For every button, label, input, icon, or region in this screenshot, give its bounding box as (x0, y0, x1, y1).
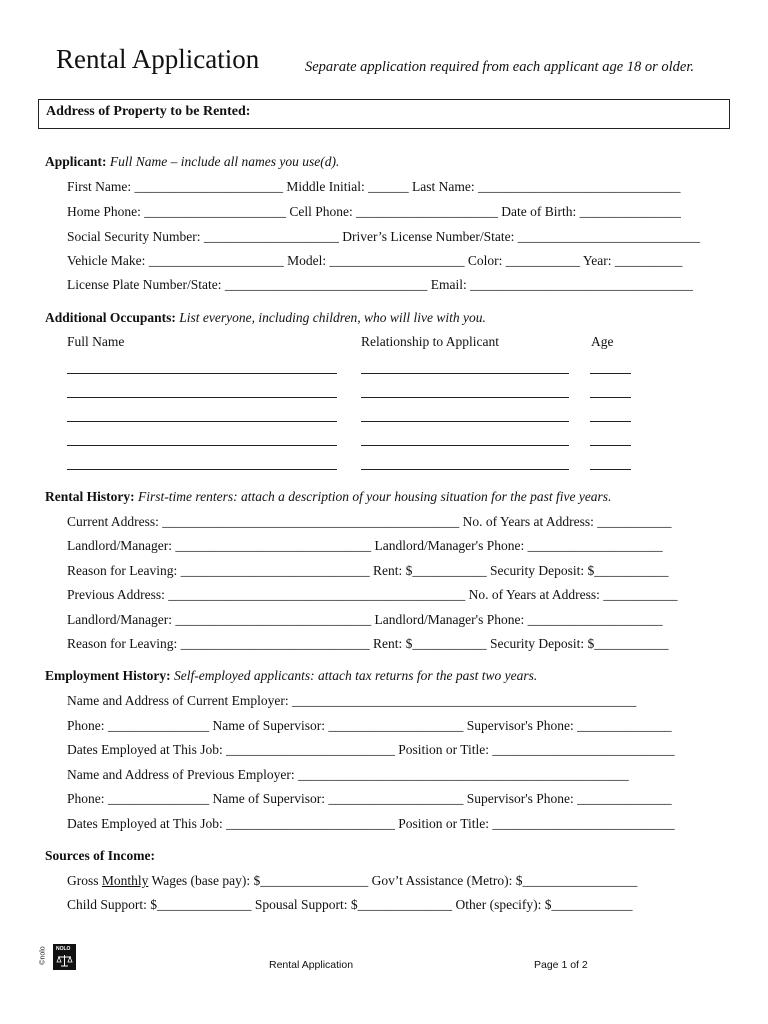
applicant-note: Full Name – include all names you use(d). (109, 154, 340, 169)
rental-row-landlord[interactable]: Landlord/Manager: _____________________________ Landlord/Manager's Phone: ____________________ (67, 538, 663, 553)
rental-row-current-address[interactable]: Current Address: ____________________________________________ No. of Years at Address: ___________ (67, 514, 672, 529)
footer-title: Rental Application (269, 959, 354, 971)
property-address-label: Address of Property to be Rented: (46, 104, 251, 119)
occupant-name-line[interactable] (67, 445, 337, 446)
occupant-name-line[interactable] (67, 421, 337, 422)
nolo-badge-text: NOLO (56, 946, 71, 952)
occupant-age-line[interactable] (590, 397, 631, 398)
footer-page-number: Page 1 of 2 (534, 959, 588, 971)
occupants-col-age: Age (591, 334, 614, 349)
occupant-relationship-line[interactable] (361, 421, 569, 422)
occupant-age-line[interactable] (590, 373, 631, 374)
applicant-heading-label: Applicant: (45, 154, 107, 169)
applicant-heading (45, 154, 339, 170)
occupants-heading (45, 310, 486, 326)
occupants-heading-label: Additional Occupants: (45, 310, 176, 325)
employment-row-dates-previous[interactable]: Dates Employed at This Job: _________________________ Position or Title: ___________________________ (67, 816, 675, 831)
employment-note: Self-employed applicants: attach tax returns for the past two years. (174, 668, 538, 683)
applicant-row-phone[interactable]: Home Phone: _____________________ Cell Phone: _____________________ Date of Birth: _______________ (67, 204, 681, 219)
occupant-age-line[interactable] (590, 469, 631, 470)
occupant-age-line[interactable] (590, 421, 631, 422)
income-row-wages[interactable] (67, 873, 637, 889)
nolo-copyright: ©nolo (39, 946, 47, 965)
rental-note: First-time renters: attach a description of your housing situation for the past five years. (137, 489, 612, 504)
occupant-age-line[interactable] (590, 445, 631, 446)
applicant-row-vehicle[interactable]: Vehicle Make: ____________________ Model: ____________________ Color: ___________ Year: __________ (67, 253, 683, 268)
scales-icon (56, 954, 73, 967)
rental-heading-label: Rental History: (45, 489, 135, 504)
occupants-col-name: Full Name (67, 334, 125, 349)
applicant-row-ssn[interactable]: Social Security Number: ____________________ Driver’s License Number/State: ___________________________ (67, 229, 701, 244)
property-address-box[interactable] (38, 99, 730, 129)
employment-row-previous-employer[interactable]: Name and Address of Previous Employer: _________________________________________________ (67, 767, 629, 782)
income-monthly-label: Monthly (101, 873, 149, 888)
occupant-name-line[interactable] (67, 397, 337, 398)
rental-heading (45, 489, 611, 505)
employment-row-current-employer[interactable]: Name and Address of Current Employer: ___________________________________________________ (67, 693, 637, 708)
rental-row-reason-previous[interactable]: Reason for Leaving: ____________________________ Rent: $___________ Security Deposit: $___________ (67, 636, 669, 651)
income-wages-fields[interactable]: Wages (base pay): $________________ Gov’t Assistance (Metro): $_________________ (148, 873, 638, 888)
income-gross-label: Gross (67, 873, 102, 888)
applicant-row-plate[interactable]: License Plate Number/State: ______________________________ Email: _________________________________ (67, 277, 693, 292)
nolo-logo (39, 944, 76, 970)
page-subtitle: Separate application required from each applicant age 18 or older. (305, 59, 695, 75)
rental-row-landlord-previous[interactable]: Landlord/Manager: _____________________________ Landlord/Manager's Phone: ____________________ (67, 612, 663, 627)
employment-row-phone[interactable]: Phone: _______________ Name of Supervisor: ____________________ Supervisor's Phone: ______________ (67, 718, 672, 733)
employment-row-dates[interactable]: Dates Employed at This Job: _________________________ Position or Title: ___________________________ (67, 742, 675, 757)
employment-heading-label: Employment History: (45, 668, 171, 683)
income-row-support[interactable]: Child Support: $______________ Spousal Support: $______________ Other (specify): $____________ (67, 897, 633, 912)
income-heading (45, 848, 155, 864)
nolo-badge (53, 944, 76, 970)
occupants-note: List everyone, including children, who will live with you. (179, 310, 486, 325)
applicant-row-name[interactable]: First Name: ______________________ Middle Initial: ______ Last Name: ______________________________ (67, 179, 681, 194)
occupants-col-relationship: Relationship to Applicant (361, 334, 499, 349)
occupant-relationship-line[interactable] (361, 397, 569, 398)
occupant-relationship-line[interactable] (361, 445, 569, 446)
occupant-name-line[interactable] (67, 469, 337, 470)
income-heading-label: Sources of Income: (45, 848, 155, 863)
employment-heading (45, 668, 537, 684)
rental-row-reason[interactable]: Reason for Leaving: ____________________________ Rent: $___________ Security Deposit: $___________ (67, 563, 669, 578)
occupant-name-line[interactable] (67, 373, 337, 374)
occupant-relationship-line[interactable] (361, 373, 569, 374)
employment-row-phone-previous[interactable]: Phone: _______________ Name of Supervisor: ____________________ Supervisor's Phone: ______________ (67, 791, 672, 806)
page-title: Rental Application (56, 44, 260, 74)
occupant-relationship-line[interactable] (361, 469, 569, 470)
rental-row-previous-address[interactable]: Previous Address: ____________________________________________ No. of Years at Address: ___________ (67, 587, 678, 602)
